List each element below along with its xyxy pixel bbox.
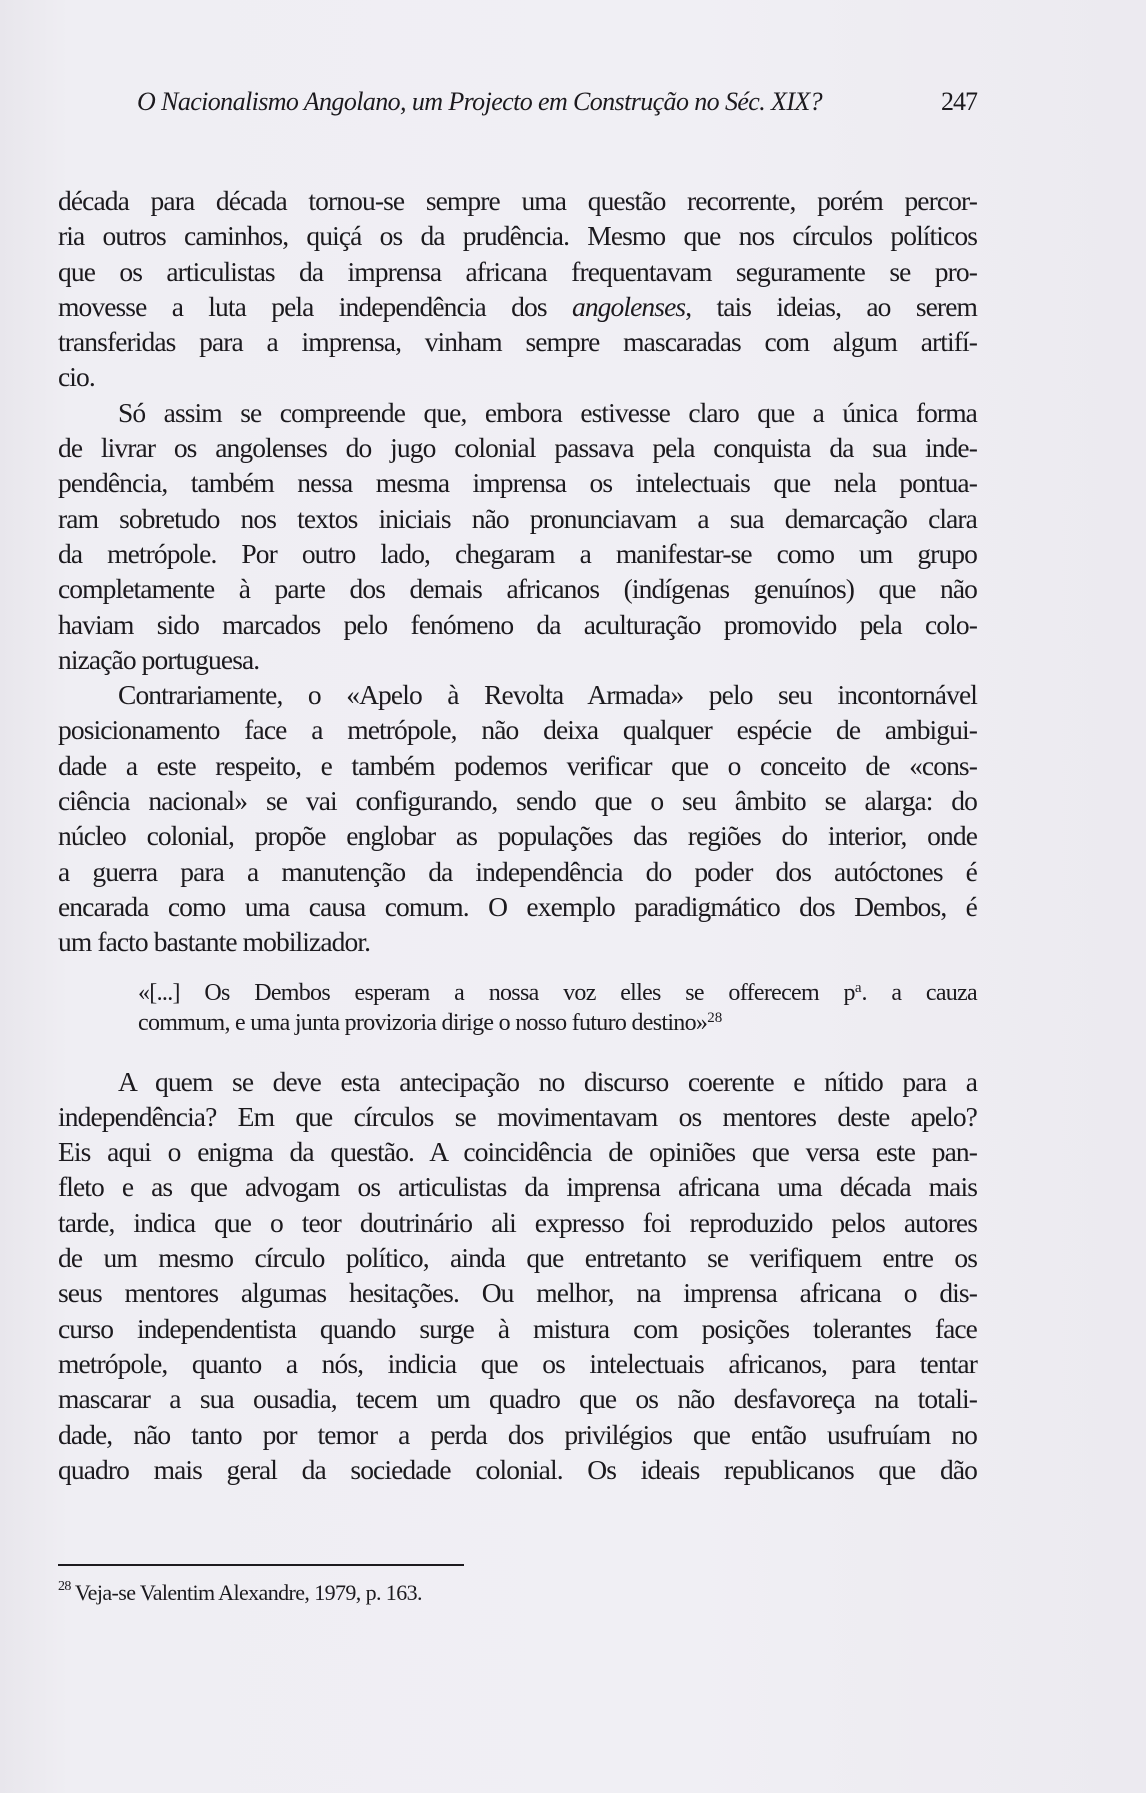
text-line: cio. — [58, 361, 95, 393]
text-line: a guerra para a manutenção da independência do poder dos autóctones é — [58, 855, 977, 887]
page-number: 247 — [941, 87, 977, 116]
text-line: transferidas para a imprensa, vinham sempre mascaradas com algum artifí- — [58, 326, 977, 358]
text-line: década para década tornou-se sempre uma questão recorrente, porém percor- — [58, 185, 977, 216]
text-run: commum, e uma junta provizoria dirige o nosso futuro destino» — [138, 1009, 708, 1036]
footnote-number: 28 — [58, 1579, 71, 1594]
emphasis-angolenses: angolenses — [571, 290, 686, 322]
text-line: nização portuguesa. — [58, 643, 260, 675]
text-line: seus mentores algumas hesitações. Ou melhor, na imprensa africana o dis- — [58, 1277, 977, 1309]
paragraph — [58, 183, 977, 395]
text-line: A quem se deve esta antecipação no discurso coerente e nítido para a — [118, 1065, 977, 1097]
running-head-title: O Nacionalismo Angolano, um Projecto em Construção no Séc. XIX? — [137, 87, 823, 116]
text-line: pendência, também nessa mesma imprensa os intelectuais que nela pontua- — [58, 467, 977, 499]
paragraph — [58, 395, 977, 677]
text-line: que os articulistas da imprensa africana frequentavam seguramente se pro- — [58, 255, 977, 287]
text-line — [58, 289, 977, 324]
text-line: completamente à parte dos demais africanos (indígenas genuínos) que não — [58, 573, 977, 605]
text-line: posicionamento face a metrópole, não deixa qualquer espécie de ambigui- — [58, 714, 977, 746]
footnote-reference[interactable]: 28 — [707, 1009, 723, 1026]
text-line: de livrar os angolenses do jugo colonial passava pela conquista da sua inde- — [58, 432, 977, 464]
text-run: «[...] Os Dembos esperam a nossa voz elles se offerecem p — [138, 979, 855, 1006]
paragraph — [58, 677, 977, 959]
text-line: ria outros caminhos, quiçá os da prudência. Mesmo que nos círculos políticos — [58, 220, 977, 252]
text-line: dade, não tanto por temor a perda dos privilégios que então usufruíam no — [58, 1418, 977, 1450]
text-run: . a cauza — [861, 979, 977, 1006]
text-line: mascarar a sua ousadia, tecem um quadro que os não desfavoreça na totali- — [58, 1383, 977, 1415]
footnote-divider — [58, 1564, 464, 1566]
text-line: encarada como uma causa comum. O exemplo paradigmático dos Dembos, é — [58, 890, 977, 922]
text-line: Só assim se compreende que, embora estivesse claro que a única forma — [118, 396, 977, 428]
body-text — [58, 183, 977, 1487]
footnote — [58, 1578, 422, 1608]
text-line: Contrariamente, o «Apelo à Revolta Armada» pelo seu incontornável — [118, 679, 977, 711]
text-run: , tais ideias, ao serem — [685, 290, 977, 322]
text-line: metrópole, quanto a nós, indicia que os intelectuais africanos, para tentar — [58, 1347, 977, 1379]
spacer — [58, 1038, 977, 1064]
text-line: independência? Em que círculos se movimentavam os mentores deste apelo? — [58, 1100, 977, 1132]
block-quote — [138, 978, 977, 1038]
text-line: de um mesmo círculo político, ainda que entretanto se verifiquem entre os — [58, 1242, 977, 1274]
quote-line — [138, 978, 977, 1008]
text-line: fleto e as que advogam os articulistas da imprensa africana uma década mais — [58, 1171, 977, 1203]
text-line: curso independentista quando surge à mistura com posições tolerantes face — [58, 1312, 977, 1344]
text-line: quadro mais geral da sociedade colonial. Os ideais republicanos que dão — [58, 1453, 977, 1485]
footnote-text: Veja-se Valentim Alexandre, 1979, p. 163. — [74, 1580, 422, 1605]
spacer — [58, 960, 977, 978]
text-run: movesse a luta pela independência dos — [58, 290, 572, 322]
text-line: um facto bastante mobilizador. — [58, 926, 371, 958]
text-line: Eis aqui o enigma da questão. A coincidência de opiniões que versa este pan- — [58, 1136, 977, 1168]
text-line: haviam sido marcados pelo fenómeno da aculturação promovido pela colo- — [58, 608, 977, 640]
text-line: ram sobretudo nos textos iniciais não pronunciavam a sua demarcação clara — [58, 502, 977, 534]
text-line: tarde, indica que o teor doutrinário ali expresso foi reproduzido pelos autores — [58, 1206, 977, 1238]
text-line: núcleo colonial, propõe englobar as populações das regiões do interior, onde — [58, 820, 977, 852]
superscript-a: a — [854, 979, 862, 996]
quote-line — [138, 1008, 977, 1038]
text-line: da metrópole. Por outro lado, chegaram a manifestar-se como um grupo — [58, 537, 977, 569]
text-line: dade a este respeito, e também podemos verificar que o conceito de «cons- — [58, 749, 977, 781]
paragraph — [58, 1064, 977, 1488]
text-line: ciência nacional» se vai configurando, sendo que o seu âmbito se alarga: do — [58, 785, 977, 817]
